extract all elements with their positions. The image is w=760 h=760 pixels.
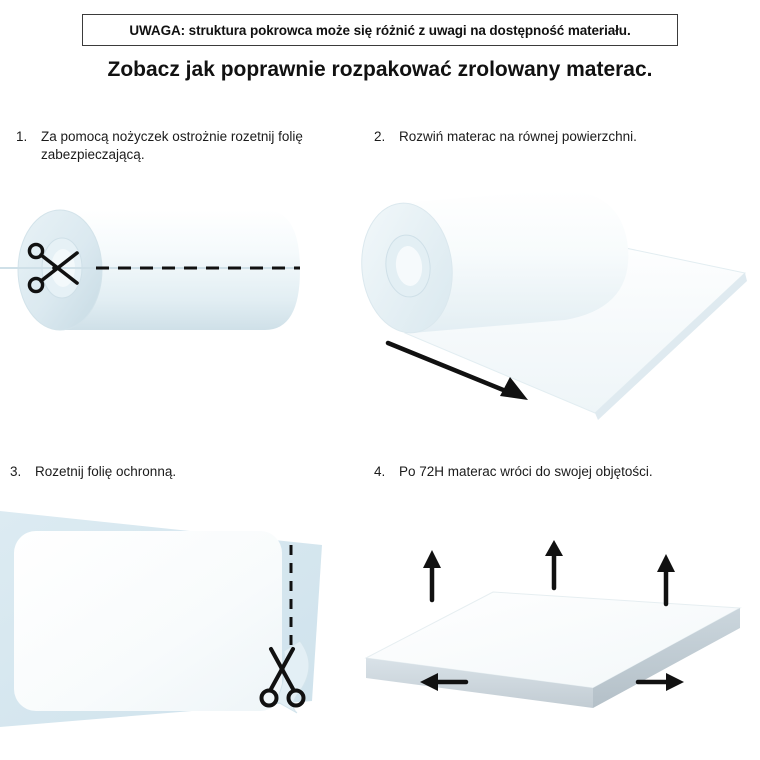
step-4-illustration	[348, 540, 760, 720]
step-4-text: Po 72H materac wróci do swojej objętości.	[399, 464, 653, 479]
step-2-header	[374, 128, 724, 146]
step-4	[374, 463, 734, 481]
step-2-number: 2.	[374, 129, 386, 144]
mattress-body	[14, 531, 282, 711]
step-2-text: Rozwiń materac na równej powierzchni.	[399, 129, 637, 144]
step-2-illustration	[350, 168, 750, 428]
notice-text: UWAGA: struktura pokrowca może się różnić z uwagi na dostępność materiału.	[129, 22, 631, 38]
step-1-illustration	[0, 180, 330, 380]
notice-banner	[82, 14, 678, 46]
step-4-header	[374, 463, 734, 481]
unrolling-mattress-svg	[350, 168, 750, 428]
step-4-number: 4.	[374, 464, 386, 479]
step-1-text: Za pomocą nożyczek ostrożnie rozetnij folię zabezpieczającą.	[41, 129, 303, 163]
step-3-illustration	[0, 505, 340, 750]
foil-cut-svg	[0, 505, 340, 750]
step-1	[16, 128, 356, 164]
step-1-number: 1.	[16, 129, 28, 144]
step-3-text: Rozetnij folię ochronną.	[35, 464, 177, 479]
step-3	[10, 463, 350, 481]
rolled-mattress-svg	[0, 180, 330, 380]
step-3-number: 3.	[10, 464, 22, 479]
expanding-mattress-svg	[348, 540, 760, 720]
expansion-arrow-up-center	[545, 540, 563, 588]
step-2	[374, 128, 724, 146]
step-3-header	[10, 463, 350, 481]
step-1-header	[16, 128, 356, 164]
expansion-arrow-up-right	[657, 554, 675, 604]
expansion-arrow-up-left	[423, 550, 441, 600]
page-title: Zobacz jak poprawnie rozpakować zrolowany materac.	[107, 58, 653, 81]
